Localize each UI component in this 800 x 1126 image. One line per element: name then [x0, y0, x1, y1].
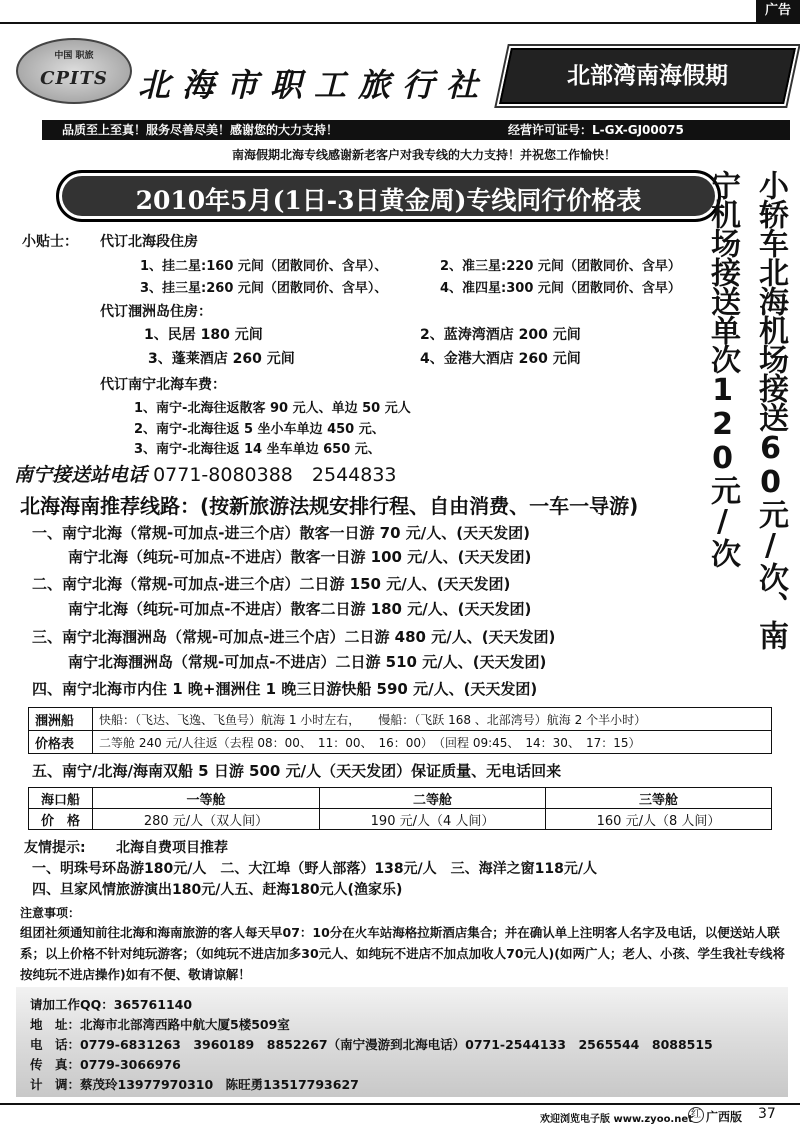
agency-name: 北海市职工旅行社	[138, 66, 491, 104]
contact-address: 地 址：北海市北部湾西路中航大厦5楼509室	[30, 1017, 290, 1032]
table-cell: 价 格	[29, 809, 93, 830]
notes-title: 注意事项：	[20, 906, 81, 920]
slogan-bar	[42, 120, 790, 140]
route-item: 三、南宁北海涠洲岛（常规-可加点-进三个店）二日游 480 元/人、(天天发团)	[32, 628, 556, 646]
contact-fax: 传 真：0779-3066976	[30, 1057, 181, 1072]
table-row	[29, 731, 772, 754]
self-pay-label: 友情提示:	[24, 840, 86, 856]
route-item: 南宁北海（纯玩-可加点-不进店）散客一日游 100 元/人、(天天发团)	[68, 548, 532, 566]
brand-banner	[499, 48, 796, 104]
self-pay-item: 一、明珠号环岛游180元/人 二、大江埠（野人部落）138元/人 三、海洋之窗118元/人	[32, 861, 598, 877]
contact-qq: 请加工作QQ：365761140	[30, 997, 193, 1012]
airport-transfer-vertical-note: 小轿车北海机场接送60元/次、南宁机场接送单次120元/次	[705, 170, 788, 649]
weizhou-hotel-item: 1、民居 180 元间	[144, 327, 263, 343]
station-phone-label: 南宁接送站电话	[14, 464, 148, 486]
car-fare-item: 3、南宁-北海往返 14 坐车单边 650 元、	[134, 442, 381, 457]
contact-dispatcher: 计 调：蔡茂玲13977970310 陈旺勇13517793627	[30, 1077, 359, 1092]
route-item: 五、南宁/北海/海南双船 5 日游 500 元/人（天天发团）保证质量、无电话回来	[32, 762, 562, 780]
beihai-hotel-item: 4、准四星:300 元间（团散同价、含早）	[440, 281, 681, 296]
self-pay-title: 北海自费项目推荐	[116, 840, 228, 856]
beihai-hotel-item: 1、挂二星:160 元间（团散同价、含早）、	[140, 259, 388, 274]
table-header: 三等舱	[546, 788, 772, 809]
ad-corner-label: 广告	[756, 0, 800, 22]
brand-banner-text: 北部湾南海假期	[567, 63, 728, 89]
route-item: 南宁北海涠洲岛（常规-可加点-不进店）二日游 510 元/人、(天天发团)	[68, 653, 547, 671]
route-item: 四、南宁北海市内住 1 晚+涠洲住 1 晚三日游快船 590 元/人、(天天发团)	[32, 680, 538, 698]
route-item: 一、南宁北海（常规-可加点-进三个店）散客一日游 70 元/人、(天天发团)	[32, 524, 530, 542]
route-item: 二、南宁北海（常规-可加点-进三个店）二日游 150 元/人、(天天发团)	[32, 575, 511, 593]
car-fare-item: 2、南宁-北海往返 5 坐小车单边 450 元、	[134, 422, 385, 437]
contact-phone: 电 话：0779-6831263 3960189 8852267（南宁漫游到北海电话）0771-2544133 2565544 8088515	[30, 1037, 713, 1052]
table-cell: 海口船	[29, 788, 93, 809]
beihai-hotel-title: 代订北海段住房	[100, 234, 198, 250]
table-header: 二等舱	[320, 788, 546, 809]
weizhou-hotel-title: 代订涠洲岛住房：	[100, 304, 212, 320]
slogan-text: 品质至上至真！服务尽善尽美！感谢您的大力支持！	[62, 123, 339, 137]
logo-top-text: 中国 职旅	[54, 51, 94, 61]
station-phone-number: 0771-8080388 2544833	[153, 464, 397, 486]
beihai-hotel-item: 3、挂三星:260 元间（团散同价、含早）、	[140, 281, 388, 296]
logo-main-text: CPITS	[40, 68, 108, 89]
title-text: 2010年5月(1日-3日黄金周)专线同行价格表	[135, 186, 642, 215]
thanks-line: 南海假期北海专线感谢新老客户对我专线的大力支持！并祝您工作愉快！	[232, 148, 617, 162]
notes-body: 组团社须通知前往北海和海南旅游的客人每天早07：10分在火车站海格拉斯酒店集合；并在确认单上注明客人名字及电话，以便送站人联系；以上价格不针对纯玩游客；（如纯玩不进店加多30元人、如纯玩不进店不加点加收人70元人)(如两广人；老人、小孩、学生我社专线将按纯玩不进店操作)如有不便、敬请谅解！	[20, 925, 785, 982]
table-row	[29, 708, 772, 731]
contact-panel	[16, 987, 788, 1097]
route-item: 南宁北海（纯玩-可加点-不进店）散客二日游 180 元/人、(天天发团)	[68, 600, 532, 618]
footer-edition: 广西版	[706, 1110, 743, 1124]
publisher-logo-icon: 红	[688, 1107, 704, 1123]
page-number: 37	[758, 1106, 776, 1122]
route-heading: 北海海南推荐线路：(按新旅游法规安排行程、自由消费、一车一导游)	[20, 494, 639, 518]
weizhou-hotel-item: 2、蓝涛湾酒店 200 元间	[420, 327, 581, 343]
station-phone	[14, 460, 397, 487]
table-row	[29, 788, 772, 809]
table-cell: 190 元/人（4 人间）	[320, 809, 546, 830]
car-fare-item: 1、南宁-北海往返散客 90 元人、单边 50 元人	[134, 401, 411, 416]
agency-logo	[16, 38, 132, 104]
table-cell: 280 元/人（双人间）	[93, 809, 320, 830]
table-row	[29, 809, 772, 830]
footer-site: 欢迎浏览电子版 www.zyoo.net	[540, 1114, 693, 1125]
weizhou-ferry-table	[28, 707, 772, 754]
license-number: 经营许可证号：L-GX-GJ00075	[508, 123, 684, 137]
weizhou-hotel-item: 3、蓬莱酒店 260 元间	[148, 351, 295, 367]
table-cell: 价格表	[29, 731, 93, 754]
car-fare-title: 代订南宁北海车费：	[100, 377, 226, 393]
table-cell: 涠洲船	[29, 708, 93, 731]
table-header: 一等舱	[93, 788, 320, 809]
top-divider	[0, 22, 800, 24]
table-cell: 二等舱 240 元/人往返（去程 08：00、 11：00、 16：00） （回程 09:45、 14：30、 17：15）	[93, 731, 772, 754]
haikou-ferry-table	[28, 787, 772, 830]
price-table-title	[56, 170, 721, 222]
self-pay-item: 四、旦家风情旅游演出180元/人五、赶海180元人(渔家乐)	[32, 882, 403, 898]
table-cell: 快船：（飞达、飞逸、飞鱼号）航海 1 小时左右， 慢船：（飞跃 168 、北部湾号）航海 2 个半小时）	[93, 708, 772, 731]
bottom-divider	[0, 1103, 800, 1105]
tips-label: 小贴士：	[22, 234, 78, 250]
beihai-hotel-item: 2、准三星:220 元间（团散同价、含早）	[440, 259, 681, 274]
table-cell: 160 元/人（8 人间）	[546, 809, 772, 830]
weizhou-hotel-item: 4、金港大酒店 260 元间	[420, 351, 581, 367]
